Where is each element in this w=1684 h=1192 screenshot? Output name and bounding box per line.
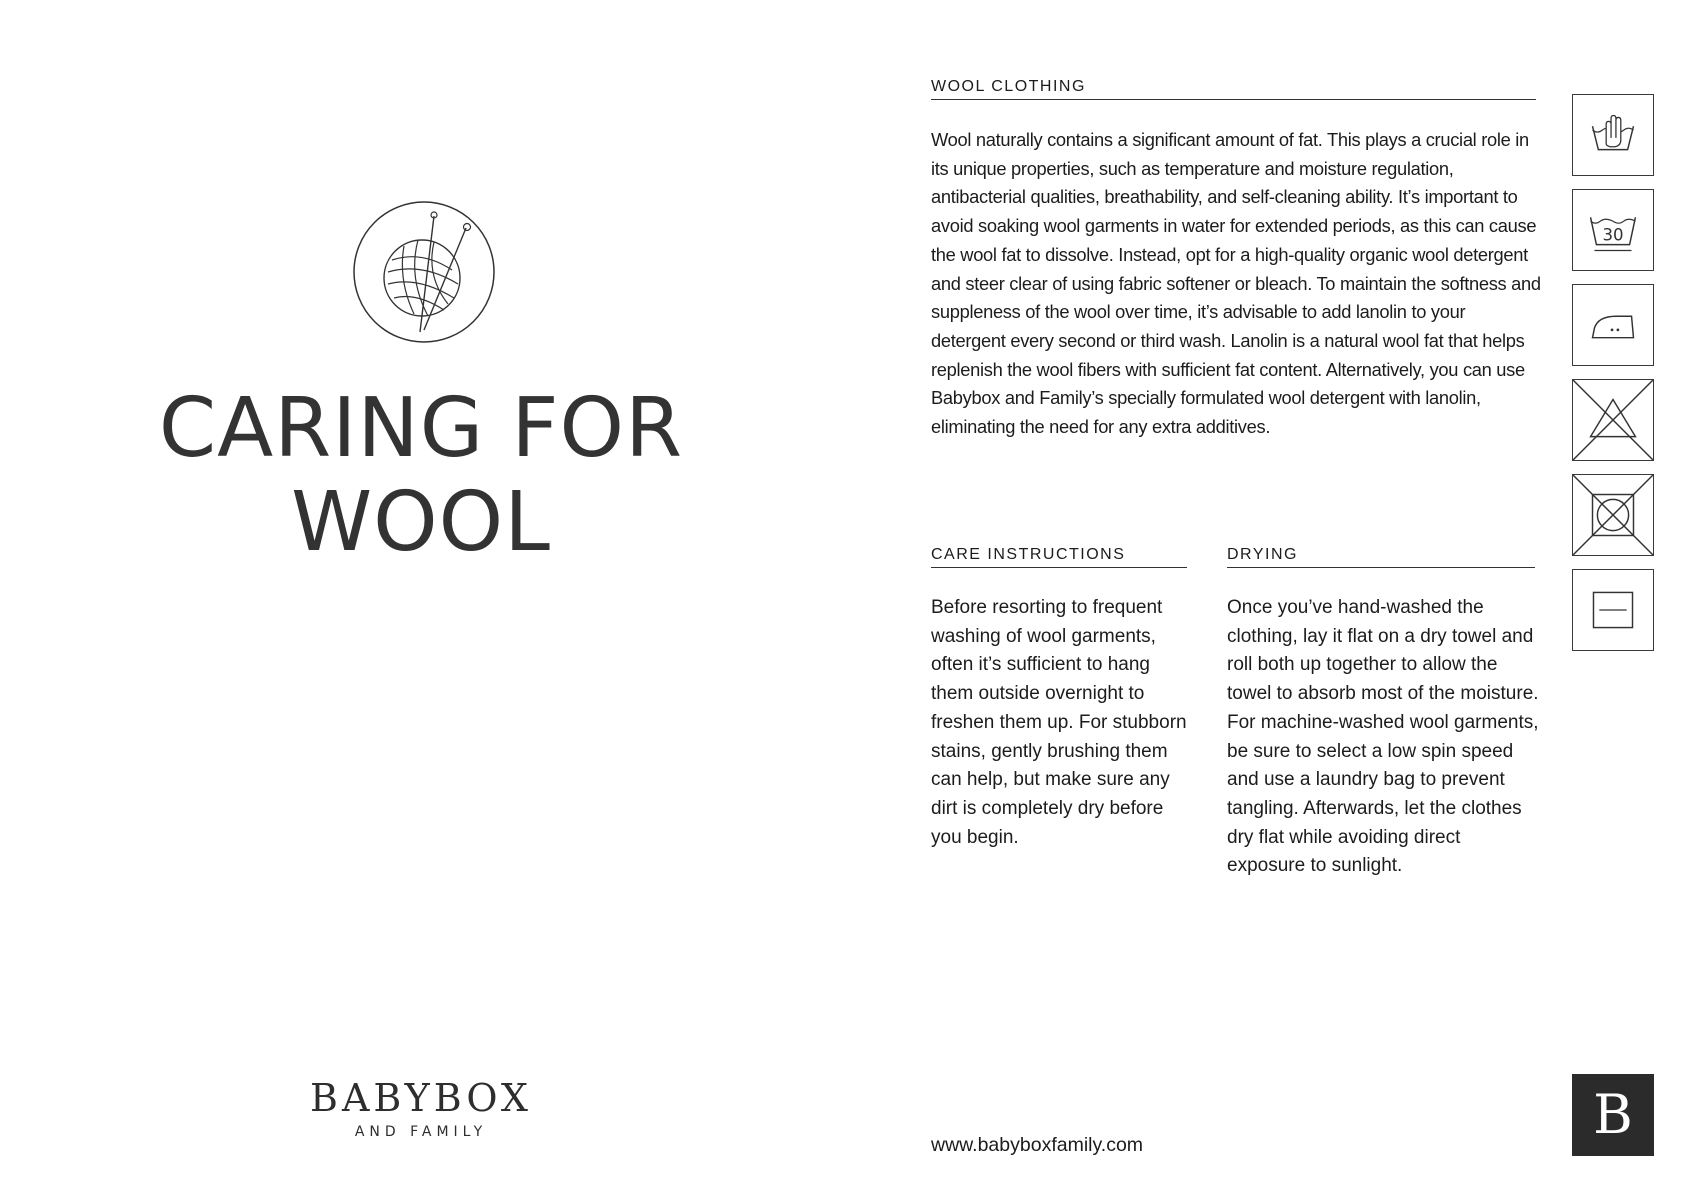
care-symbols-column [1572,94,1654,664]
website-url[interactable]: www.babyboxfamily.com [931,1134,1144,1156]
wash-30-icon [1572,189,1654,271]
title-line-1: CARING FOR [158,381,684,476]
yarn-ball-icon [352,200,496,344]
do-not-tumble-dry-icon [1572,474,1654,556]
brand-subtitle: AND FAMILY [354,1124,488,1140]
drying-paragraph: Once you’ve hand-washed the clothing, lay it flat on a dry towel and roll both up together to allow the towel to absorb most of the moisture. For machine-washed wool garments, be sure to select a low spin speed and use a laundry bag to prevent tangling. Afterwards, let the clothes dry flat while avoiding direct exposure to sunlight. [1227,597,1539,877]
care-instructions-heading: CARE INSTRUCTIONS [931,546,1187,568]
hand-wash-icon [1572,94,1654,176]
brand-logo [0,1076,842,1140]
do-not-bleach-icon [1572,379,1654,461]
wool-clothing-paragraph: Wool naturally contains a significant amount of fat. This plays a crucial role in its unique properties, such as temperature and moisture regulation, antibacterial qualities, breathability, and self-cleaning ability. It’s important to avoid soaking wool garments in water for extended periods, as this can cause the wool fat to dissolve. Instead, opt for a high-quality organic wool detergent and steer clear of using fabric softener or bleach. To maintain the softness and suppleness of the wool over time, it’s advisable to add lanolin to your detergent every second or third wash. Lanolin is a natural wool fat that helps replenish the wool fibers with sufficient fat content. Alternatively, you can use Babybox and Family’s specially formulated wool detergent with lanolin, eliminating the need for any extra additives. [931,129,1541,438]
iron-low-icon [1572,284,1654,366]
wool-clothing-heading: WOOL CLOTHING [931,78,1536,100]
brand-badge: B [1572,1074,1654,1156]
wash-temp-label: 30 [1602,225,1624,245]
care-instructions-text [931,594,1187,852]
drying-text [1227,594,1539,881]
page-title [60,382,782,570]
brand-name: BABYBOX [310,1076,532,1120]
care-instructions-paragraph: Before resorting to frequent washing of wool garments, often it’s sufficient to hang them outside overnight to freshen them up. For stubborn stains, gently brushing them can help, but make sure any dirt is completely dry before you begin. [931,597,1187,848]
wool-clothing-text [931,126,1541,442]
drying-heading: DRYING [1227,546,1535,568]
dry-flat-icon [1572,569,1654,651]
title-line-2: WOOL [291,475,551,570]
